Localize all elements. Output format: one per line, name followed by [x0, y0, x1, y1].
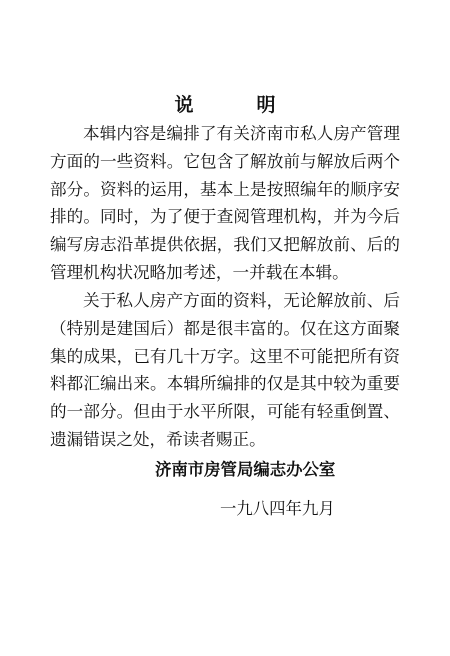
paragraph-materials: 关于私人房产方面的资料，无论解放前、后（特别是建国后）都是很丰富的。仅在这方面聚集的成果，已有几十万字。这里不可能把所有资料都汇编出来。本辑所编排的仅是其中较为重要的一部分。但由于水平所限，可能有轻重倒置、遗漏错误之处，希读者赐正。 — [50, 291, 400, 449]
paragraph-intro: 本辑内容是编排了有关济南市私人房产管理方面的一些资料。它包含了解放前与解放后两个部分。资料的运用，基本上是按照编年的顺序安排的。同时，为了便于查阅管理机构，并为今后编写房志沿革提供依据，我们又把解放前、后的管理机构状况略加考述，一并载在本辑。 — [50, 124, 400, 282]
document-title: 说 明 — [174, 94, 298, 116]
signature-office: 济南市房管局编志办公室 — [155, 460, 336, 479]
document-date: 一九八四年九月 — [220, 499, 335, 518]
